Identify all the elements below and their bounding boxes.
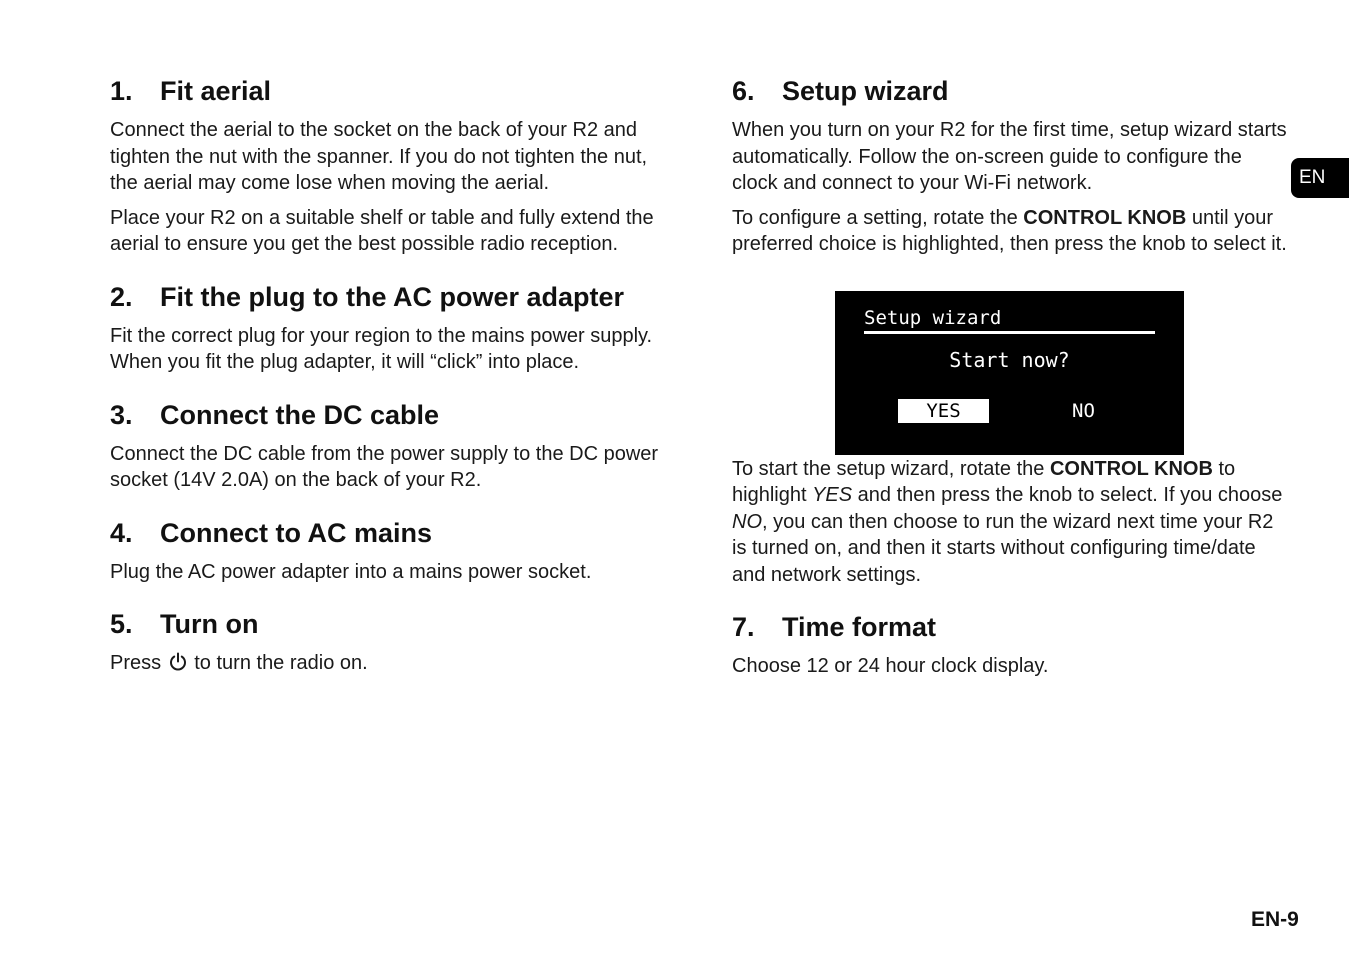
screen-no-option: NO — [1072, 400, 1095, 422]
paragraph — [732, 456, 1292, 589]
section-fit-aerial — [110, 74, 670, 258]
heading-connect-dc — [110, 398, 670, 433]
heading-text: Time format — [782, 612, 937, 642]
screen-title: Setup wizard — [864, 307, 1002, 329]
paragraph: Place your R2 on a suitable shelf or table and fully extend the aerial to ensure you get the best possible radio reception. — [110, 206, 654, 255]
section-turn-on — [110, 607, 670, 677]
heading-fit-aerial — [110, 74, 670, 109]
section-time-format — [732, 610, 1292, 680]
heading-number: 1. — [110, 76, 133, 106]
screen-question: Start now? — [949, 348, 1070, 372]
text-fragment: Press — [110, 652, 162, 674]
bold-term: CONTROL KNOB — [1023, 206, 1187, 229]
italic-term: NO — [732, 510, 762, 533]
text-fragment: and then press the knob to select. If you choose — [857, 484, 1283, 506]
paragraph: Connect the DC cable from the power supply to the DC power socket (14V 2.0A) on the back of your R2. — [110, 442, 659, 491]
left-column — [110, 74, 670, 685]
heading-text: Fit aerial — [160, 76, 272, 106]
heading-text: Fit the plug to the AC power adapter — [160, 281, 624, 312]
power-icon — [168, 652, 188, 672]
text-fragment: to highlight — [732, 457, 1236, 506]
heading-number: 4. — [110, 517, 133, 548]
heading-number: 2. — [110, 281, 133, 312]
section-connect-ac — [110, 516, 670, 586]
paragraph: Fit the correct plug for your region to the mains power supply. When you fit the plug adapter, it will “click” into place. — [110, 324, 653, 373]
heading-fit-plug — [110, 280, 670, 315]
paragraph: Plug the AC power adapter into a mains power socket. — [110, 560, 592, 583]
heading-text: Turn on — [160, 609, 259, 639]
paragraph — [110, 650, 670, 677]
paragraph — [732, 205, 1292, 258]
heading-text: Setup wizard — [782, 76, 949, 106]
heading-time-format — [732, 610, 1292, 645]
paragraph: When you turn on your R2 for the first time, setup wizard starts automatically. Follow the on-screen guide to configure the clock and connect to your Wi-Fi network. — [732, 119, 1287, 194]
text-fragment: to turn the radio on. — [194, 652, 368, 674]
heading-number: 3. — [110, 399, 133, 430]
heading-text: Connect the DC cable — [160, 399, 440, 430]
text-fragment: until your preferred choice is highlighted, then press the knob to select it. — [732, 206, 1287, 255]
screen-title-underline — [864, 331, 1155, 334]
heading-number: 7. — [732, 612, 755, 642]
screen-yes-option: YES — [898, 399, 989, 423]
heading-setup-wizard — [732, 74, 1292, 109]
language-tab: EN — [1291, 158, 1349, 198]
italic-term: YES — [812, 484, 853, 506]
text-fragment: , you can then choose to run the wizard next time your R2 is turned on, and then it starts without configuring time/date and network settings. — [732, 510, 1274, 586]
heading-connect-ac — [110, 516, 670, 551]
heading-text: Connect to AC mains — [160, 517, 433, 548]
section-fit-plug — [110, 280, 670, 376]
heading-number: 6. — [732, 76, 755, 106]
text-fragment: To start the setup wizard, rotate the — [732, 457, 1045, 480]
device-screen-illustration — [835, 291, 1184, 455]
heading-number: 5. — [110, 609, 133, 639]
paragraph: Choose 12 or 24 hour clock display. — [732, 655, 1049, 677]
heading-turn-on — [110, 607, 670, 642]
paragraph: Connect the aerial to the socket on the back of your R2 and tighten the nut with the spanner. If you do not tighten the nut, the aerial may come lose when moving the aerial. — [110, 119, 648, 194]
page-number: EN-9 — [1251, 908, 1299, 931]
section-connect-dc — [110, 398, 670, 494]
bold-term: CONTROL KNOB — [1049, 457, 1213, 480]
text-fragment: To configure a setting, rotate the — [732, 206, 1018, 229]
